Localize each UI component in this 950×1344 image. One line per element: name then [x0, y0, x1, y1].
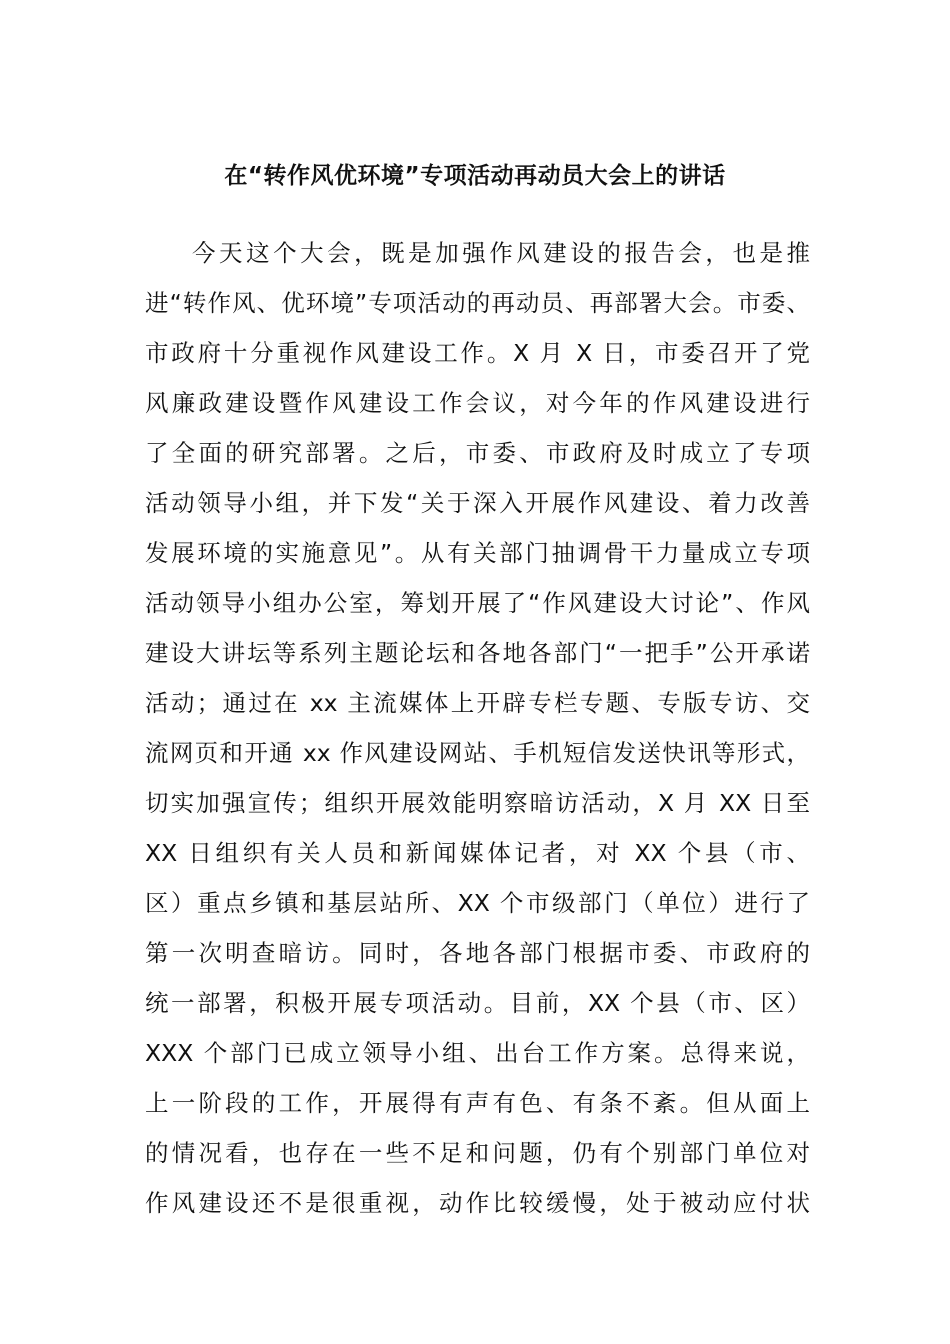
body-line: XX 日组织有关人员和新闻媒体记者，对 XX 个县（市、 — [145, 839, 810, 867]
body-line: 发展环境的实施意见”。从有关部门抽调骨干力量成立专项 — [145, 539, 810, 567]
body-line: 活动领导小组，并下发“关于深入开展作风建设、着力改善 — [145, 489, 810, 517]
body-line: 统一部署，积极开展专项活动。目前，XX 个县（市、区） — [145, 989, 810, 1017]
document-title: 在“转作风优环境”专项活动再动员大会上的讲话 — [224, 163, 726, 189]
body-line: 活动领导小组办公室，筹划开展了“作风建设大讨论”、作风 — [145, 589, 810, 617]
body-line: 区）重点乡镇和基层站所、XX 个市级部门（单位）进行了 — [145, 889, 810, 917]
body-line: XXX 个部门已成立领导小组、出台工作方案。总得来说， — [145, 1039, 810, 1067]
body-line: 第一次明查暗访。同时，各地各部门根据市委、市政府的 — [145, 939, 810, 967]
body-line: 活动；通过在 xx 主流媒体上开辟专栏专题、专版专访、交 — [145, 689, 810, 717]
body-line: 上一阶段的工作，开展得有声有色、有条不紊。但从面上 — [145, 1089, 810, 1117]
body-line: 了全面的研究部署。之后，市委、市政府及时成立了专项 — [145, 439, 810, 467]
body-line: 作风建设还不是很重视，动作比较缓慢，处于被动应付状 — [145, 1189, 810, 1217]
document-body — [145, 228, 810, 1228]
body-line: 风廉政建设暨作风建设工作会议，对今年的作风建设进行 — [145, 389, 810, 417]
body-line: 建设大讲坛等系列主题论坛和各地各部门“一把手”公开承诺 — [145, 639, 810, 667]
body-line: 市政府十分重视作风建设工作。X 月 X 日，市委召开了党 — [145, 339, 810, 367]
body-line: 今天这个大会，既是加强作风建设的报告会，也是推 — [192, 239, 810, 267]
body-line: 流网页和开通 xx 作风建设网站、手机短信发送快讯等形式， — [145, 739, 810, 767]
body-line: 的情况看，也存在一些不足和问题，仍有个别部门单位对 — [145, 1139, 810, 1167]
body-line: 进“转作风、优环境”专项活动的再动员、再部署大会。市委、 — [145, 289, 810, 317]
body-line: 切实加强宣传；组织开展效能明察暗访活动，X 月 XX 日至 — [145, 789, 810, 817]
